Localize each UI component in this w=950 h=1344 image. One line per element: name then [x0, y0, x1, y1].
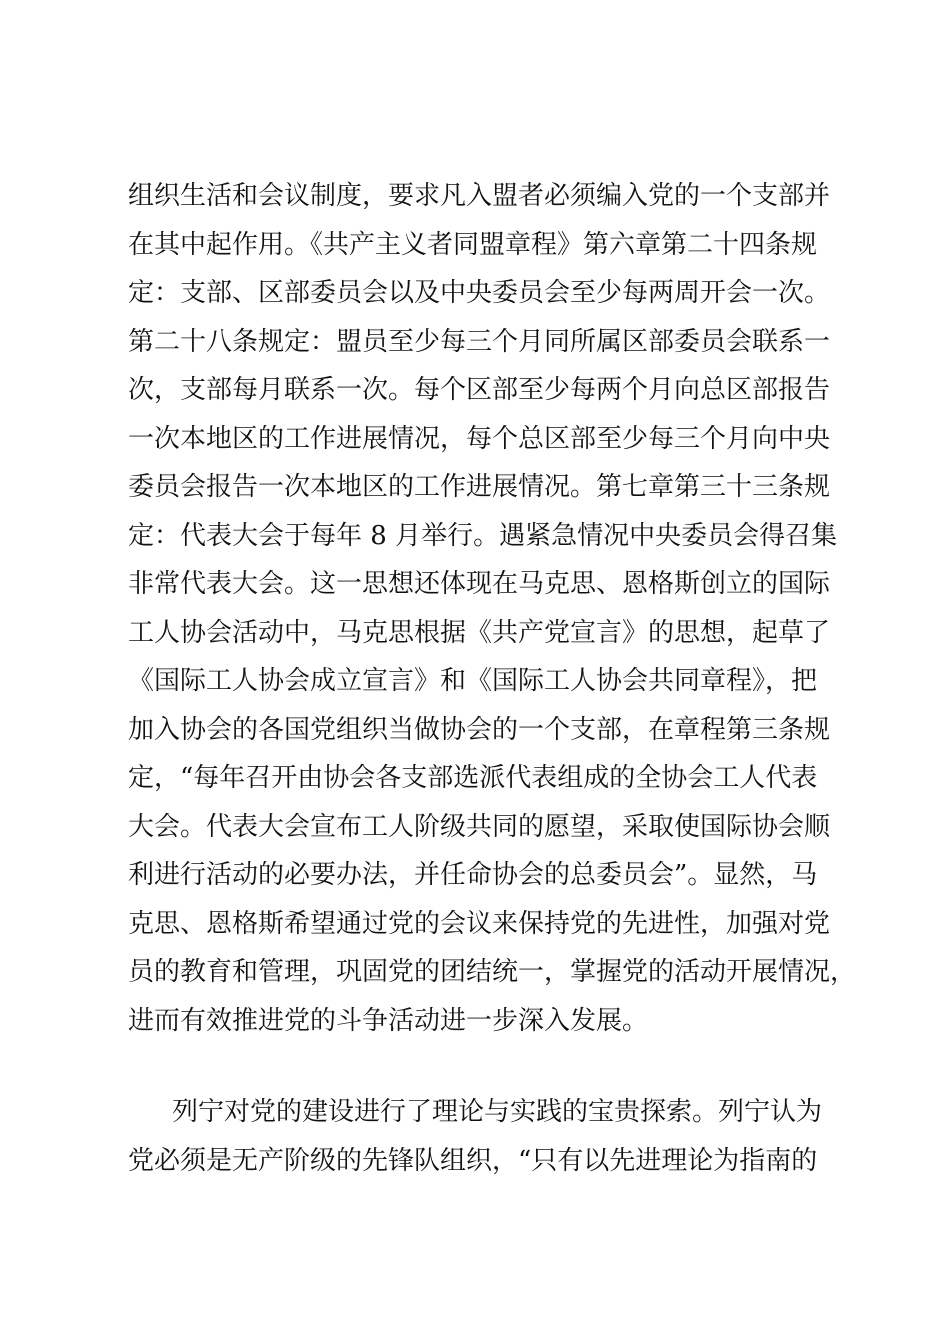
text-line: 定：代表大会于每年 8 月举行。遇紧急情况中央委员会得召集	[128, 520, 838, 551]
text-line: 克思、恩格斯希望通过党的会议来保持党的先进性，加强对党	[128, 908, 831, 939]
paragraph-2	[128, 1088, 848, 1185]
text-line: 委员会报告一次本地区的工作进展情况。第七章第三十三条规	[128, 472, 831, 502]
paragraph-1	[128, 172, 857, 1045]
text-line: 组织生活和会议制度，要求凡入盟者必须编入党的一个支部并	[128, 181, 831, 211]
text-line: 次，支部每月联系一次。每个区部至少每两个月向总区部报告	[128, 375, 831, 405]
text-line: 加入协会的各国党组织当做协会的一个支部，在章程第三条规	[128, 714, 831, 745]
text-line: 第二十八条规定：盟员至少每三个月同所属区部委员会联系一	[128, 326, 831, 357]
text-line: 进而有效推进党的斗争活动进一步深入发展。	[128, 1005, 649, 1036]
text-line: 非常代表大会。这一思想还体现在马克思、恩格斯创立的国际	[128, 569, 831, 599]
text-line: 定，“每年召开由协会各支部选派代表组成的全协会工人代表	[128, 763, 818, 793]
text-line: 定：支部、区部委员会以及中央委员会至少每两周开会一次。	[128, 278, 831, 308]
text-line: 工人协会活动中，马克思根据《共产党宣言》的思想，起草了	[128, 617, 831, 648]
text-line: 党必须是无产阶级的先锋队组织，“只有以先进理论为指南的	[128, 1145, 818, 1176]
text-line: 员的教育和管理，巩固党的团结统一，掌握党的活动开展情况，	[128, 957, 857, 987]
text-line: 在其中起作用。《共产主义者同盟章程》第六章第二十四条规	[128, 229, 818, 260]
text-line: 一次本地区的工作进展情况，每个总区部至少每三个月向中央	[128, 423, 831, 454]
text-line: 利进行活动的必要办法，并任命协会的总委员会”。显然，马	[128, 860, 818, 890]
text-line: 大会。代表大会宣布工人阶级共同的愿望，采取使国际协会顺	[128, 811, 831, 842]
text-line: 《国际工人协会成立宣言》和《国际工人协会共同章程》，把	[128, 666, 818, 696]
text-line: 列宁对党的建设进行了理论与实践的宝贵探索。列宁认为	[172, 1097, 823, 1127]
